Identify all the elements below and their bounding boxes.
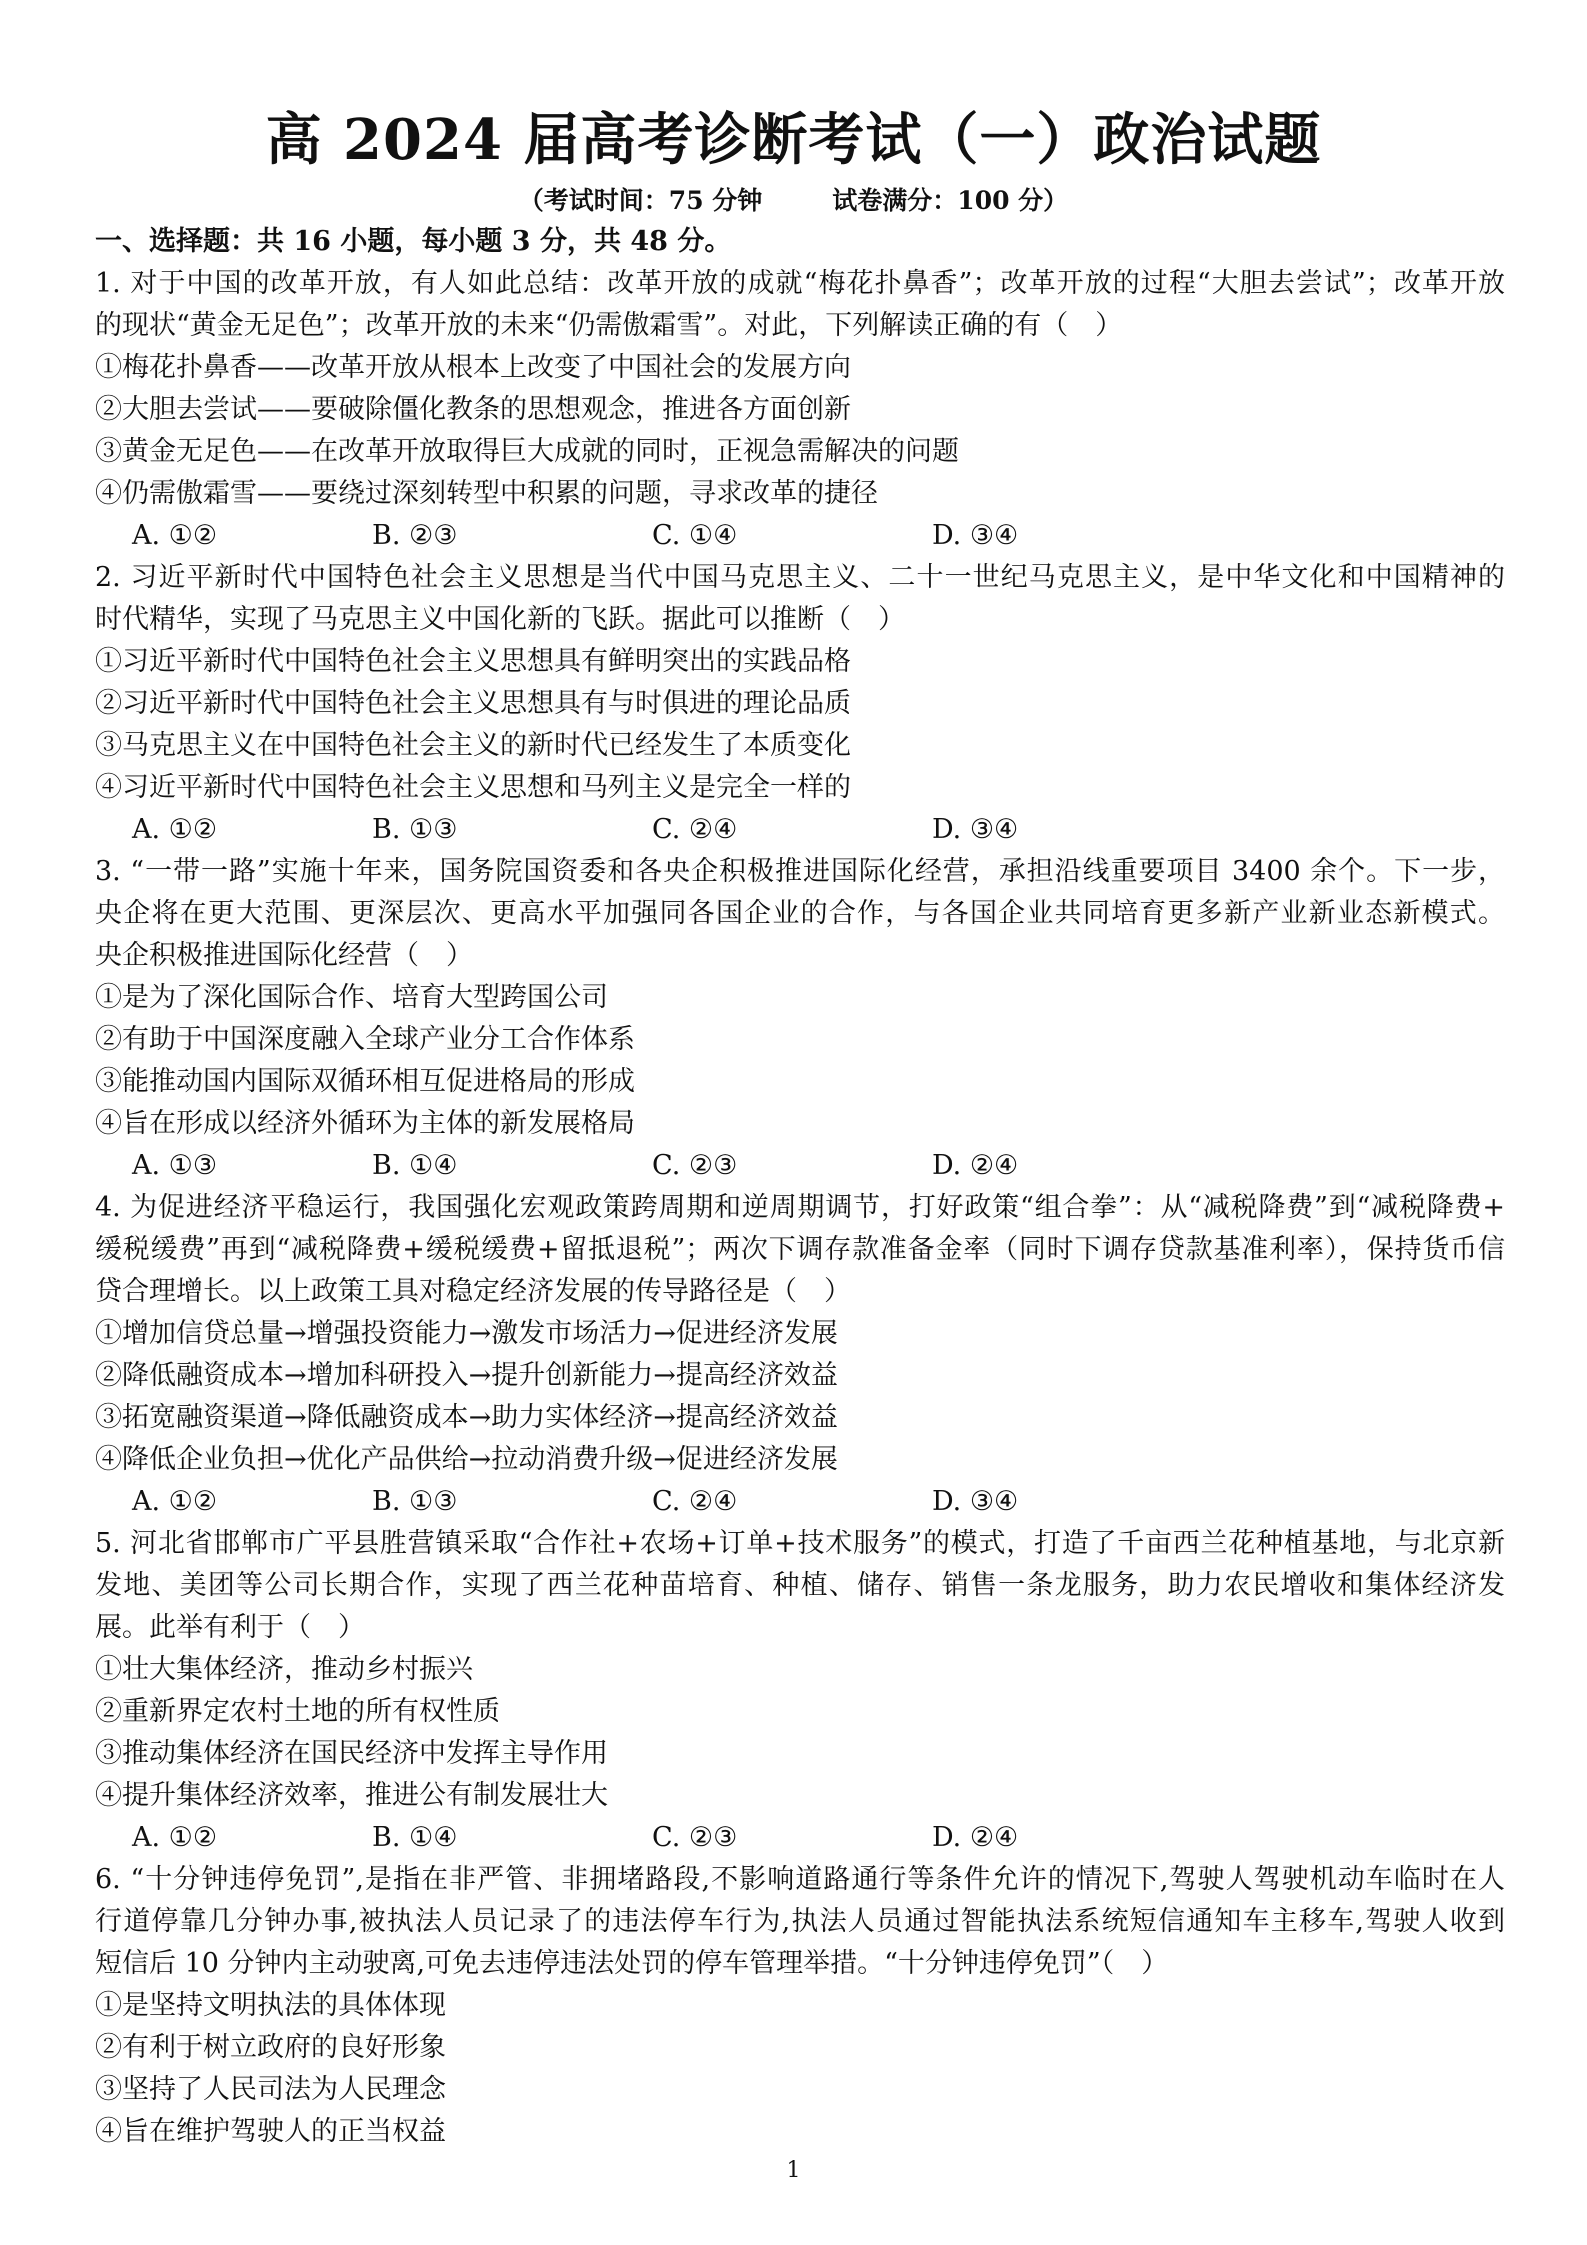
q1-option-d[interactable]: D. ③④ xyxy=(932,520,1019,551)
q4-stem-line: 4. 为促进经济平稳运行，我国强化宏观政策跨周期和逆周期调节，打好政策“组合拳”：从“减税降费”到“减税降费+ xyxy=(95,1192,1505,1223)
q6-stem-line: 6. “十分钟违停免罚”,是指在非严管、非拥堵路段,不影响道路通行等条件允许的情况下,驾驶人驾驶机动车临时在人 xyxy=(95,1864,1505,1895)
q4-option-d[interactable]: D. ③④ xyxy=(932,1486,1019,1517)
q6-item: ①是坚持文明执法的具体体现 xyxy=(95,1990,446,2021)
q2-item: ④习近平新时代中国特色社会主义思想和马列主义是完全一样的 xyxy=(95,772,851,803)
q3-stem-line: 央企积极推进国际化经营（ ） xyxy=(95,940,473,971)
q4-stem-line: 缓税缓费”再到“减税降费+缓税缓费+留抵退税”；两次下调存款准备金率（同时下调存贷款基准利率），保持货币信 xyxy=(95,1234,1505,1265)
q6-stem-line: 行道停靠几分钟办事,被执法人员记录了的违法停车行为,执法人员通过智能执法系统短信通知车主移车,驾驶人收到 xyxy=(95,1906,1505,1937)
q2-option-c[interactable]: C. ②④ xyxy=(652,814,738,845)
q3-stem-line: 央企将在更大范围、更深层次、更高水平加强同各国企业的合作，与各国企业共同培育更多新产业新业态新模式。 xyxy=(95,898,1505,929)
q4-item: ①增加信贷总量→增强投资能力→激发市场活力→促进经济发展 xyxy=(95,1318,838,1349)
q3-option-c[interactable]: C. ②③ xyxy=(652,1150,738,1181)
q4-stem-line: 贷合理增长。以上政策工具对稳定经济发展的传导路径是（ ） xyxy=(95,1276,851,1307)
q5-stem-line: 发地、美团等公司长期合作，实现了西兰花种苗培育、种植、储存、销售一条龙服务，助力农民增收和集体经济发 xyxy=(95,1570,1505,1601)
q3-item: ①是为了深化国际合作、培育大型跨国公司 xyxy=(95,982,608,1013)
q1-item: ①梅花扑鼻香——改革开放从根本上改变了中国社会的发展方向 xyxy=(95,352,851,383)
q3-item: ④旨在形成以经济外循环为主体的新发展格局 xyxy=(95,1108,635,1139)
q4-item: ④降低企业负担→优化产品供给→拉动消费升级→促进经济发展 xyxy=(95,1444,838,1475)
q2-option-d[interactable]: D. ③④ xyxy=(932,814,1019,845)
q6-item: ③坚持了人民司法为人民理念 xyxy=(95,2074,446,2105)
page-number: 1 xyxy=(786,2158,801,2183)
q4-option-b[interactable]: B. ①③ xyxy=(372,1486,458,1517)
q2-option-b[interactable]: B. ①③ xyxy=(372,814,458,845)
q3-option-d[interactable]: D. ②④ xyxy=(932,1150,1019,1181)
q3-option-a[interactable]: A. ①③ xyxy=(132,1150,218,1181)
q5-item: ④提升集体经济效率，推进公有制发展壮大 xyxy=(95,1780,608,1811)
q3-item: ②有助于中国深度融入全球产业分工合作体系 xyxy=(95,1024,635,1055)
q1-item: ④仍需傲霜雪——要绕过深刻转型中积累的问题，寻求改革的捷径 xyxy=(95,478,878,509)
q5-option-b[interactable]: B. ①④ xyxy=(372,1822,458,1853)
q1-stem-line: 的现状“黄金无足色”；改革开放的未来“仍需傲霜雪”。对此，下列解读正确的有（ ） xyxy=(95,310,1123,341)
section-heading: 一、选择题：共 16 小题，每小题 3 分，共 48 分。 xyxy=(95,226,732,257)
q4-option-a[interactable]: A. ①② xyxy=(132,1486,218,1517)
q2-item: ③马克思主义在中国特色社会主义的新时代已经发生了本质变化 xyxy=(95,730,851,761)
exam-title: 高 2024 届高考诊断考试（一）政治试题 xyxy=(265,107,1322,173)
exam-score: 试卷满分：100 分） xyxy=(832,186,1069,215)
q2-item: ②习近平新时代中国特色社会主义思想具有与时俱进的理论品质 xyxy=(95,688,851,719)
q1-option-b[interactable]: B. ②③ xyxy=(372,520,458,551)
q5-item: ①壮大集体经济，推动乡村振兴 xyxy=(95,1654,473,1685)
q3-item: ③能推动国内国际双循环相互促进格局的形成 xyxy=(95,1066,635,1097)
q4-option-c[interactable]: C. ②④ xyxy=(652,1486,738,1517)
q5-option-d[interactable]: D. ②④ xyxy=(932,1822,1019,1853)
q2-item: ①习近平新时代中国特色社会主义思想具有鲜明突出的实践品格 xyxy=(95,646,851,677)
q2-option-a[interactable]: A. ①② xyxy=(132,814,218,845)
q6-stem-line: 短信后 10 分钟内主动驶离,可免去违停违法处罚的停车管理举措。“十分钟违停免罚”（ ） xyxy=(95,1948,1169,1979)
q5-stem-line: 5. 河北省邯郸市广平县胜营镇采取“合作社+农场+订单+技术服务”的模式，打造了千亩西兰花种植基地，与北京新 xyxy=(95,1528,1505,1559)
q5-item: ②重新界定农村土地的所有权性质 xyxy=(95,1696,500,1727)
q1-item: ②大胆去尝试——要破除僵化教条的思想观念，推进各方面创新 xyxy=(95,394,851,425)
q1-option-c[interactable]: C. ①④ xyxy=(652,520,738,551)
q6-item: ④旨在维护驾驶人的正当权益 xyxy=(95,2116,446,2147)
q5-option-c[interactable]: C. ②③ xyxy=(652,1822,738,1853)
q1-option-a[interactable]: A. ①② xyxy=(132,520,218,551)
q5-stem-line: 展。此举有利于（ ） xyxy=(95,1612,365,1643)
q6-item: ②有利于树立政府的良好形象 xyxy=(95,2032,446,2063)
q3-stem-line: 3. “一带一路”实施十年来，国务院国资委和各央企积极推进国际化经营，承担沿线重要项目 3400 余个。下一步， xyxy=(95,856,1505,887)
q2-stem-line: 时代精华，实现了马克思主义中国化新的飞跃。据此可以推断（ ） xyxy=(95,604,905,635)
exam-subtitle xyxy=(0,184,1587,218)
q2-stem-line: 2. 习近平新时代中国特色社会主义思想是当代中国马克思主义、二十一世纪马克思主义，是中华文化和中国精神的 xyxy=(95,562,1505,593)
q1-item: ③黄金无足色——在改革开放取得巨大成就的同时，正视急需解决的问题 xyxy=(95,436,959,467)
q1-stem-line: 1. 对于中国的改革开放，有人如此总结：改革开放的成就“梅花扑鼻香”；改革开放的过程“大胆去尝试”；改革开放 xyxy=(95,268,1505,299)
q3-option-b[interactable]: B. ①④ xyxy=(372,1150,458,1181)
exam-time: （考试时间：75 分钟 xyxy=(518,186,763,215)
q5-item: ③推动集体经济在国民经济中发挥主导作用 xyxy=(95,1738,608,1769)
q4-item: ③拓宽融资渠道→降低融资成本→助力实体经济→提高经济效益 xyxy=(95,1402,838,1433)
q5-option-a[interactable]: A. ①② xyxy=(132,1822,218,1853)
q4-item: ②降低融资成本→增加科研投入→提升创新能力→提高经济效益 xyxy=(95,1360,838,1391)
